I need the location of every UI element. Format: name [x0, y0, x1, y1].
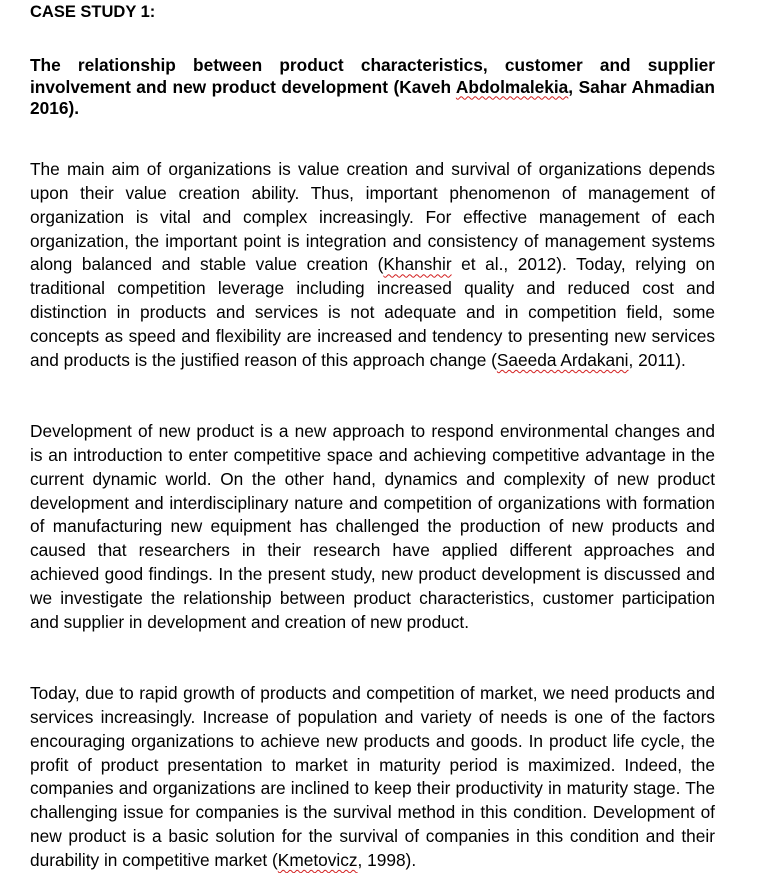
case-study-label: CASE STUDY 1: [30, 3, 156, 21]
paragraph-text: Today, due to rapid growth of products and competition of market, we need products and services increasingly. Increase of population and variety of needs is one of the factors encouraging organizations to achieve new products and goods. In product life cycle, the profit of product presentation to market in maturity period is maximized. Indeed, the companies and organizations are inclined to keep their productivity in maturity stage. The challenging issue for companies is the survival method in this condition. Development of new product is a basic solution for the survival of companies in this condition and their durability in competitive market ( [30, 683, 715, 870]
body-paragraph-2: Development of new product is a new approach to respond environmental changes and is an introduction to enter competitive space and achieving competitive advantage in the current dynamic world. On the other hand, dynamics and complexity of new product development and interdisciplinary nature and competition of organizations with formation of manufacturing new equipment has challenged the production of new products and caused that researchers in their research have applied different approaches and achieved good findings. In the present study, new product development is discussed and we investigate the relationship between product characteristics, customer participation and supplier in development and creation of new product. [30, 421, 715, 632]
title-text-start: The relationship between product characteristics, customer and supplier involvement and new product development (Kaveh [30, 55, 715, 97]
paragraph-text: et al., 2012). Today, relying on traditional competition leverage including increased quality and reduced cost and distinction in products and services is not adequate and in competition field, some concepts as speed and flexibility are increased and tendency to presenting new services and products is the justified reason of this approach change ( [30, 254, 715, 370]
title-text-end: , Sahar Ahmadian 2016). [30, 76, 715, 118]
case-study-title [30, 55, 715, 120]
paragraph-text: The main aim of organizations is value creation and survival of organizations depends upon their value creation ability. Thus, important phenomenon of management of organization is vital and complex increasingly. For effective management of each organization, the important point is integration and consistency of management systems along balanced and stable value creation ( [30, 159, 715, 275]
paragraph-text: , 1998). [357, 849, 417, 870]
spell-flagged-word[interactable]: Abdolmalekia [455, 76, 569, 97]
spell-flagged-word[interactable]: Saeeda Ardakani [496, 349, 629, 370]
paragraph-text: , 2011). [628, 349, 686, 370]
spell-flagged-word[interactable]: Khanshir [383, 254, 452, 275]
body-paragraph-1 [30, 158, 715, 373]
body-paragraph-3 [30, 682, 715, 873]
spell-flagged-word[interactable]: Kmetovicz [277, 849, 358, 870]
